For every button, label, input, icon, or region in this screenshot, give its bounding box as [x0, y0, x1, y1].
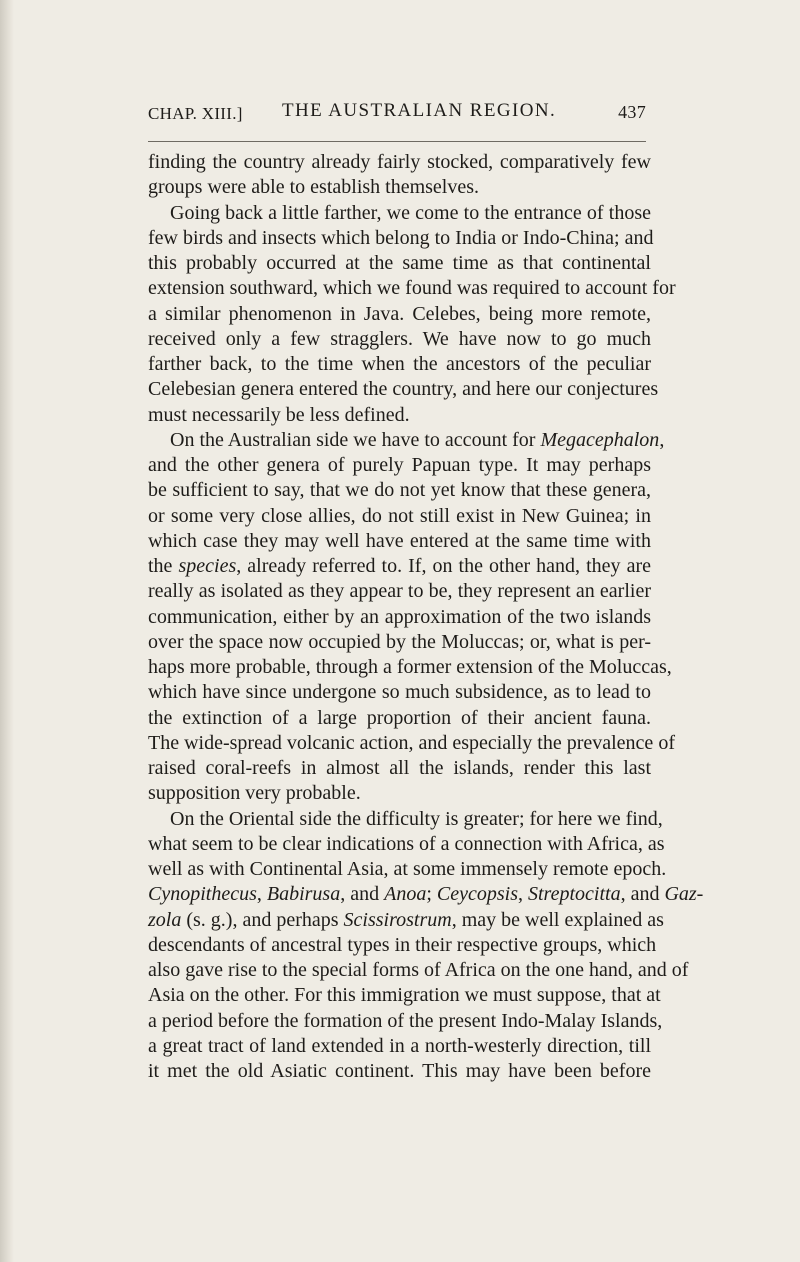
text-line: the extinction of a large proportion of their ancient fauna.	[148, 706, 651, 729]
text-line: received only a few stragglers. We have now to go much	[148, 327, 651, 350]
text-line: the species, already referred to. If, on the other hand, they are	[148, 555, 651, 577]
italic-term: Scissirostrum	[343, 908, 452, 931]
italic-term: Babirusa	[266, 883, 341, 906]
body-text	[148, 150, 704, 1084]
text-line: really as isolated as they appear to be, they represent an earlier	[148, 580, 651, 603]
italic-term: zola	[148, 908, 182, 931]
text-line: what seem to be clear indications of a connection with Africa, as	[148, 832, 665, 855]
italic-term: Ceycopsis	[436, 883, 518, 906]
running-title: THE AUSTRALIAN REGION.	[282, 100, 557, 121]
page-number: 437	[618, 102, 646, 122]
text-line: farther back, to the time when the ancestors of the peculiar	[148, 353, 651, 375]
text-line: it met the old Asiatic continent. This may have been before	[148, 1060, 651, 1082]
text-line: zola (s. g.), and perhaps Scissirostrum, may be well explained as	[148, 908, 664, 931]
text-line: also gave rise to the special forms of Africa on the one hand, and of	[148, 959, 689, 981]
text-line: a great tract of land extended in a north-westerly direction, till	[148, 1034, 651, 1057]
running-header	[148, 100, 646, 128]
text-line: haps more probable, through a former extension of the Moluccas,	[148, 656, 672, 678]
text-line: this probably occurred at the same time as that continental	[148, 252, 651, 274]
text-line: descendants of ancestral types in their respective groups, which	[148, 933, 657, 956]
text-line: finding the country already fairly stocked, comparatively few	[148, 151, 651, 173]
italic-term: Gaz-	[664, 883, 704, 906]
italic-term: Anoa	[384, 883, 427, 906]
text-line: raised coral-reefs in almost all the islands, render this last	[148, 757, 651, 779]
text-line: Asia on the other. For this immigration we must suppose, that at	[148, 984, 661, 1007]
italic-term: species	[178, 555, 237, 577]
text-line: supposition very probable.	[148, 782, 361, 805]
text-line: Going back a little farther, we come to the entrance of those	[170, 201, 651, 224]
text-line: a period before the formation of the present Indo-Malay Islands,	[148, 1009, 663, 1032]
text-line: which case they may well have entered at the same time with	[148, 529, 651, 552]
text-line: Celebesian genera entered the country, and here our conjectures	[148, 378, 659, 401]
text-line: On the Oriental side the difficulty is greater; for here we find,	[170, 807, 663, 830]
text-line: be sufficient to say, that we do not yet know that these genera,	[148, 479, 651, 502]
italic-term: Megacephalon	[540, 428, 660, 451]
header-rule	[148, 141, 646, 142]
text-line: and the other genera of purely Papuan type. It may perhaps	[148, 454, 651, 476]
text-line: or some very close allies, do not still exist in New Guinea; in	[148, 504, 651, 527]
text-line: Cynopithecus, Babirusa, and Anoa; Ceycopsis, Streptocitta, and Gaz-	[148, 883, 704, 906]
text-line: The wide-spread volcanic action, and especially the prevalence of	[148, 731, 675, 754]
italic-term: Streptocitta	[527, 883, 621, 906]
text-line: well as with Continental Asia, at some immensely remote epoch.	[148, 858, 667, 880]
text-line: communication, either by an approximation of the two islands	[148, 605, 651, 628]
text-line: which have since undergone so much subsidence, as to lead to	[148, 681, 651, 704]
italic-term: Cynopithecus	[148, 883, 257, 906]
text-line: extension southward, which we found was required to account for	[148, 277, 676, 300]
text-line: a similar phenomenon in Java. Celebes, being more remote,	[148, 302, 651, 325]
text-line: groups were able to establish themselves.	[148, 176, 480, 199]
text-line: over the space now occupied by the Moluccas; or, what is per-	[148, 630, 651, 653]
text-line: On the Australian side we have to account for Megacephalon,	[170, 428, 665, 451]
text-line: must necessarily be less defined.	[148, 403, 410, 426]
chapter-label: CHAP. XIII.]	[148, 104, 243, 123]
text-line: few birds and insects which belong to India or Indo-China; and	[148, 226, 654, 249]
